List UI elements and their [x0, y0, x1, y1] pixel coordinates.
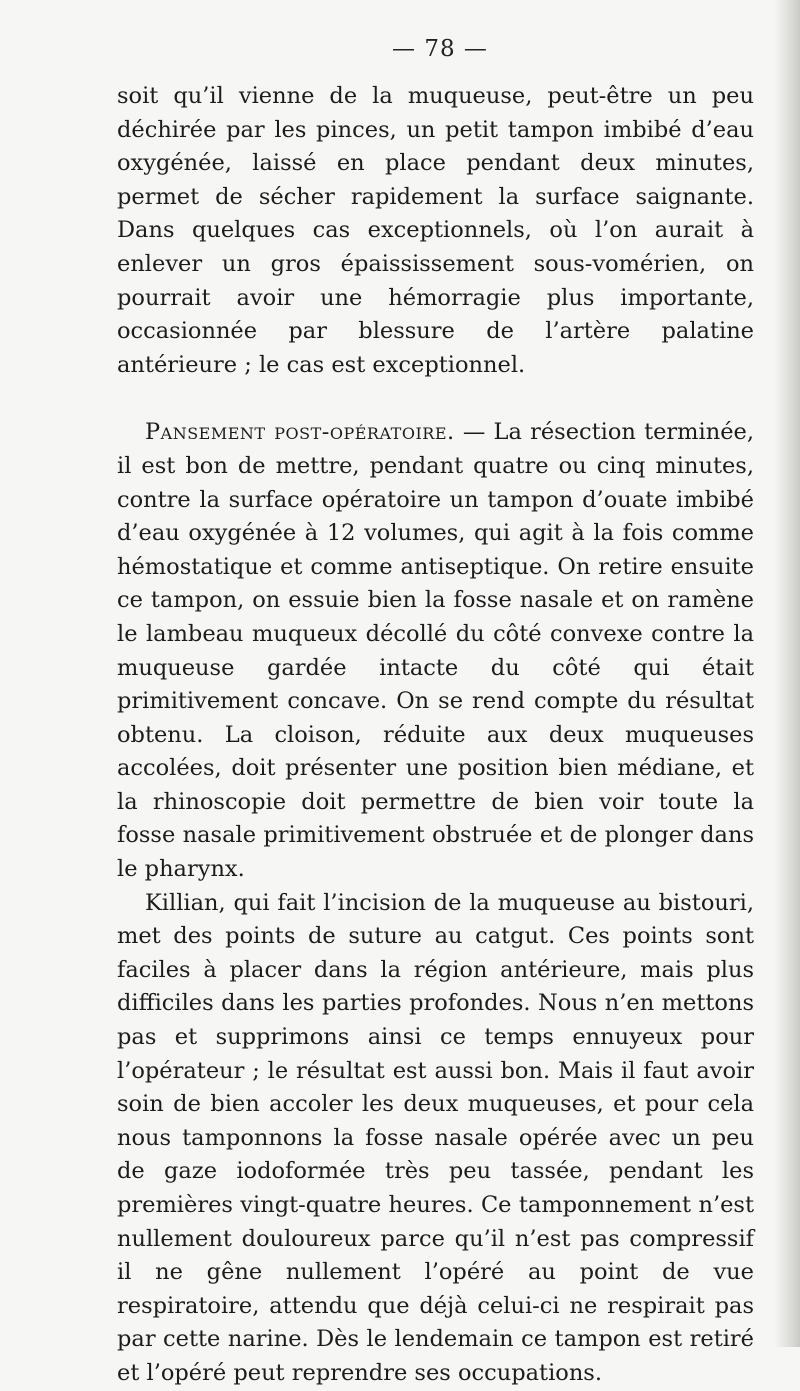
page-edge-shadow: [774, 0, 800, 1347]
paragraph-continuation: soit qu’il vienne de la muqueuse, peut-être un peu déchirée par les pinces, un petit tampon imbibé d’eau oxygénée, laissé en place pendant deux minutes, permet de sécher rapidement la surface saignante. Dans quelques cas exceptionnels, où l’on aurait à enlever un gros épaississement sous-vomérien, on pourrait avoir une hémorragie plus importante, occasionnée par blessure de l’artère palatine antérieure ; le cas est exceptionnel.: [117, 83, 754, 378]
page-number: — 78 —: [392, 36, 488, 62]
paragraph-pansement: [117, 416, 754, 886]
paragraph-pansement-text: — La résection terminée, il est bon de mettre, pendant quatre ou cinq minutes, contre la surface opératoire un tampon d’ouate imbibé d’eau oxygénée à 12 volumes, qui agit à la fois comme hémostatique et comme antiseptique. On retire ensuite ce tampon, on essuie bien la fosse nasale et on ramène le lambeau muqueux décollé du côté convexe contre la muqueuse gardée intacte du côté qui était primitivement concave. On se rend compte du résultat obtenu. La cloison, réduite aux deux muqueuses accolées, doit présenter une position bien médiane, et la rhinoscopie doit permettre de bien voir toute la fosse nasale primitivement obstruée et de plonger dans le pharynx.: [117, 419, 754, 883]
section-heading: Pansement post-opératoire.: [145, 419, 455, 446]
paragraph-spacer: [117, 382, 754, 416]
paragraph-killian: Killian, qui fait l’incision de la muqueuse au bistouri, met des points de suture au catgut. Ces points sont faciles à placer dans la région antérieure, mais plus difficiles dans les parties profondes. Nous n’en mettons pas et supprimons ainsi ce temps ennuyeux pour l’opérateur ; le résultat est aussi bon. Mais il faut avoir soin de bien accoler les deux muqueuses, et pour cela nous tamponnons la fosse nasale opérée avec un peu de gaze iodoformée très peu tassée, pendant les premières vingt-quatre heures. Ce tamponnement n’est nullement douloureux parce qu’il n’est pas compressif il ne gêne nullement l’opéré au point de vue respiratoire, attendu que déjà celui-ci ne respirait pas par cette narine. Dès le lendemain ce tampon est retiré et l’opéré peut reprendre ses occupations.: [117, 889, 754, 1386]
page-body: [117, 80, 754, 1391]
